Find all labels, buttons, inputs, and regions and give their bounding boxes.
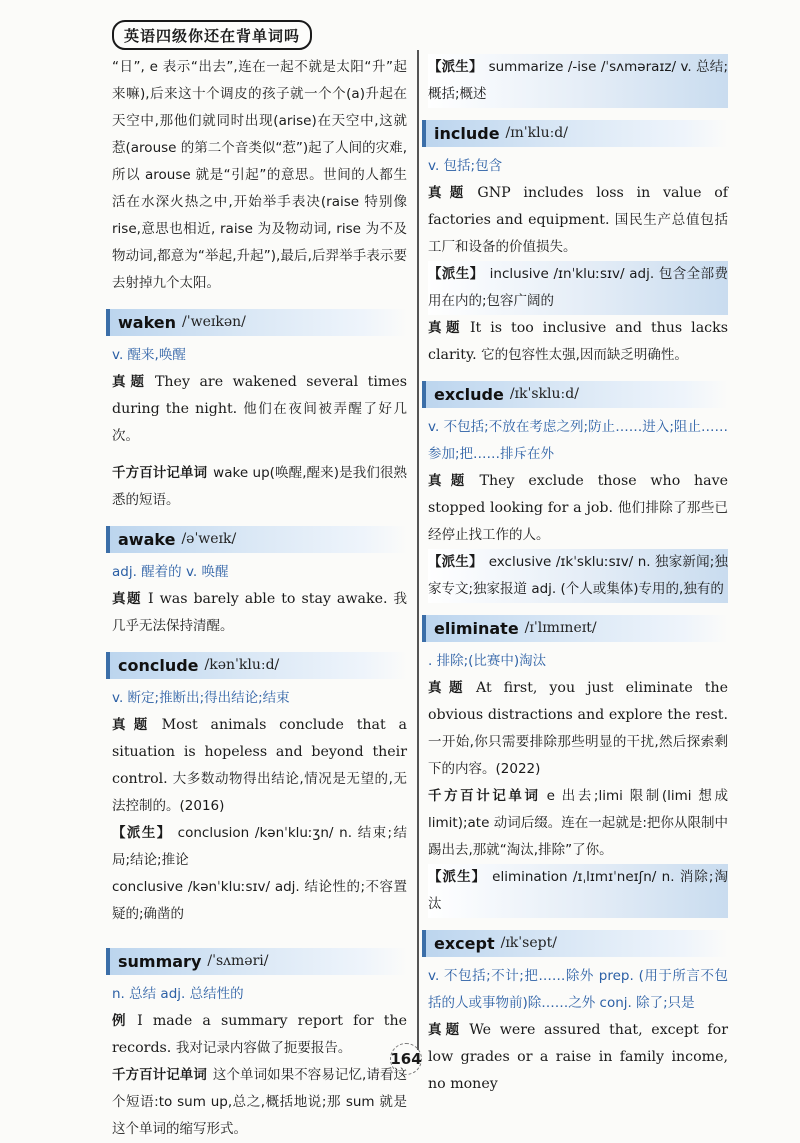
derivative	[428, 261, 728, 315]
phonetic: /ˈsʌməri/	[207, 953, 269, 969]
example	[428, 468, 728, 549]
example-tag: 真题	[428, 473, 474, 489]
memo	[112, 1062, 407, 1143]
phonetic: /ˈweɪkən/	[182, 314, 246, 330]
example	[112, 712, 407, 820]
example-en: I was barely able to stay awake.	[147, 591, 388, 607]
entry-header-exclude	[422, 381, 728, 408]
example-tag: 真题	[428, 1022, 464, 1038]
memo-tag: 千方百计记单词	[112, 1067, 207, 1083]
example-en: Most animals conclude that a situation is hopeless and beyond their control.	[112, 717, 407, 787]
right-column	[428, 54, 728, 1098]
example-2	[428, 315, 728, 369]
memo-text: e 出去;limi 限制(limi 想成 limit);ate 动词后缀。连在一起就是:把你从限制中踢出去,那就“淘汰,排除”了你。	[428, 788, 728, 858]
headword: include	[434, 124, 500, 143]
example-cn: 我几乎无法保持清醒。	[112, 591, 408, 634]
definition: v. 醒来,唤醒	[112, 347, 186, 363]
memo	[112, 460, 407, 514]
definition: . 排除;(比赛中)淘汰	[428, 653, 547, 669]
derivative-tag: 【派生】	[428, 554, 483, 570]
example-tag: 真题	[112, 591, 142, 607]
example-tag: 例	[112, 1013, 132, 1029]
definition: n. 总结 adj. 总结性的	[112, 986, 244, 1002]
example-en: GNP includes loss in value of factories and equipment.	[428, 185, 728, 228]
example-en: At first, you just eliminate the obvious distractions and explore the rest.	[428, 680, 729, 723]
memo	[428, 783, 728, 864]
entry-header-summary	[106, 948, 407, 975]
example-tag: 真题	[428, 680, 470, 696]
derivative	[428, 549, 728, 603]
entry-header-eliminate	[422, 615, 728, 642]
entry-header-conclude	[106, 652, 407, 679]
definition: v. 不包括;不放在考虑之列;防止……进入;阻止……参加;把……排斥在外	[428, 419, 728, 462]
page-number: 164	[390, 1043, 422, 1075]
headword: conclude	[118, 656, 199, 675]
example-cn: 我对记录内容做了扼要报告。	[175, 1040, 352, 1056]
example-tag: 真题	[428, 320, 464, 336]
example-cn: 大多数动物得出结论,情况是无望的,无法控制的。(2016)	[112, 771, 407, 814]
phonetic: /əˈweɪk/	[181, 531, 237, 547]
derivative	[428, 864, 728, 918]
entry-header-awake	[106, 526, 407, 553]
derivative	[112, 820, 407, 874]
headword: summary	[118, 952, 202, 971]
derivative-text: exclusive /ɪkˈskluːsɪv/ n. 独家新闻;独家专文;独家报道 adj. (个人或集体)专用的,独有的	[428, 554, 728, 597]
phonetic: /kənˈkluːd/	[204, 657, 280, 673]
phonetic: /ɪkˈskluːd/	[509, 386, 579, 402]
example-en: We were assured that, except for low grades or a raise in family income, no money	[428, 1022, 728, 1092]
example-cn: 国民生产总值包括工厂和设备的价值损失。	[428, 212, 728, 255]
memo-text: wake up(唤醒,醒来)是我们很熟悉的短语。	[112, 465, 408, 508]
derivative-2: conclusive /kənˈkluːsɪv/ adj. 结论性的;不容置疑的;确凿的	[112, 879, 407, 922]
example-cn: 它的包容性太强,因而缺乏明确性。	[481, 347, 688, 363]
example-en: It is too inclusive and thus lacks clarity.	[428, 320, 728, 363]
headword: except	[434, 934, 495, 953]
entry-header-except	[422, 930, 728, 957]
example	[428, 180, 728, 261]
memo-text: 这个单词如果不容易记忆,请看这个短语:to sum up,总之,概括地说;那 sum 就是这个单词的缩写形式。	[112, 1067, 407, 1137]
example-cn: 他们排除了那些已经停止找工作的人。	[428, 500, 729, 543]
example	[428, 1017, 728, 1098]
example-cn: 他们在夜间被弄醒了好几次。	[112, 401, 408, 444]
example	[112, 586, 407, 640]
example-en: They exclude those who have stopped looking for a job.	[428, 473, 729, 516]
intro-paragraph: “日”, e 表示“出去”,连在一起不就是太阳“升”起来嘛),后来这十个调皮的孩子就一个个(a)升起在天空中,那他们就同时出现(arise)在天空中,这就惹(arouse 的第二个音类似“惹”)起了人间的灾难,所以 arouse 就是“引起”的意思。世间的人都生活在水深火热之中,开始举手表决(raise 特别像 rise,意思也相近, raise 为及物动词, rise 为不及物动词,都意为“举起,升起”),最后,后羿举手表示要去射掉九个太阳。	[112, 59, 407, 291]
book-title: 英语四级你还在背单词吗	[124, 26, 301, 45]
headword: eliminate	[434, 619, 519, 638]
example	[112, 369, 407, 450]
example-cn: 一开始,你只需要排除那些明显的干扰,然后探索剩下的内容。(2022)	[428, 734, 728, 777]
derivative-tag: 【派生】	[112, 825, 172, 841]
headword: waken	[118, 313, 177, 332]
headword: awake	[118, 530, 176, 549]
example-tag: 真题	[112, 717, 156, 733]
example	[428, 675, 728, 783]
definition: v. 不包括;不计;把……除外 prep. (用于所言不包括的人或事物前)除……之外 conj. 除了;只是	[428, 968, 728, 1011]
phonetic: /ɪnˈkluːd/	[505, 125, 568, 141]
left-column	[112, 54, 407, 1143]
phonetic: /ɪˈlɪmɪneɪt/	[524, 620, 597, 636]
definition: v. 断定;推断出;得出结论;结束	[112, 690, 290, 706]
book-header	[112, 20, 312, 50]
memo-tag: 千方百计记单词	[112, 465, 208, 481]
entry-header-include	[422, 120, 728, 147]
memo-tag: 千方百计记单词	[428, 788, 541, 804]
example-en: They are wakened several times during the night.	[112, 374, 407, 417]
derivative-text: conclusion /kənˈkluːʒn/ n. 结束;结局;结论;推论	[112, 825, 407, 868]
derivative-tag: 【派生】	[428, 869, 487, 885]
derivative-text: summarize /-ise /ˈsʌməraɪz/ v. 总结;概括;概述	[428, 59, 728, 102]
example-tag: 真题	[428, 185, 472, 201]
phonetic: /ɪkˈsept/	[500, 935, 557, 951]
derivative-text: inclusive /ɪnˈkluːsɪv/ adj. 包含全部费用在内的;包容广阔的	[428, 266, 729, 309]
headword: exclude	[434, 385, 504, 404]
example-tag: 真题	[112, 374, 149, 390]
definition: v. 包括;包含	[428, 158, 503, 174]
derivative-text: elimination /ɪˌlɪmɪˈneɪʃn/ n. 消除;淘汰	[428, 869, 728, 912]
example	[112, 1008, 407, 1062]
derivative	[428, 54, 728, 108]
example-en: I made a summary report for the records.	[112, 1013, 408, 1056]
entry-header-waken	[106, 309, 407, 336]
derivative-tag: 【派生】	[428, 59, 483, 75]
column-divider	[417, 50, 419, 1050]
derivative-tag: 【派生】	[428, 266, 484, 282]
definition: adj. 醒着的 v. 唤醒	[112, 564, 229, 580]
